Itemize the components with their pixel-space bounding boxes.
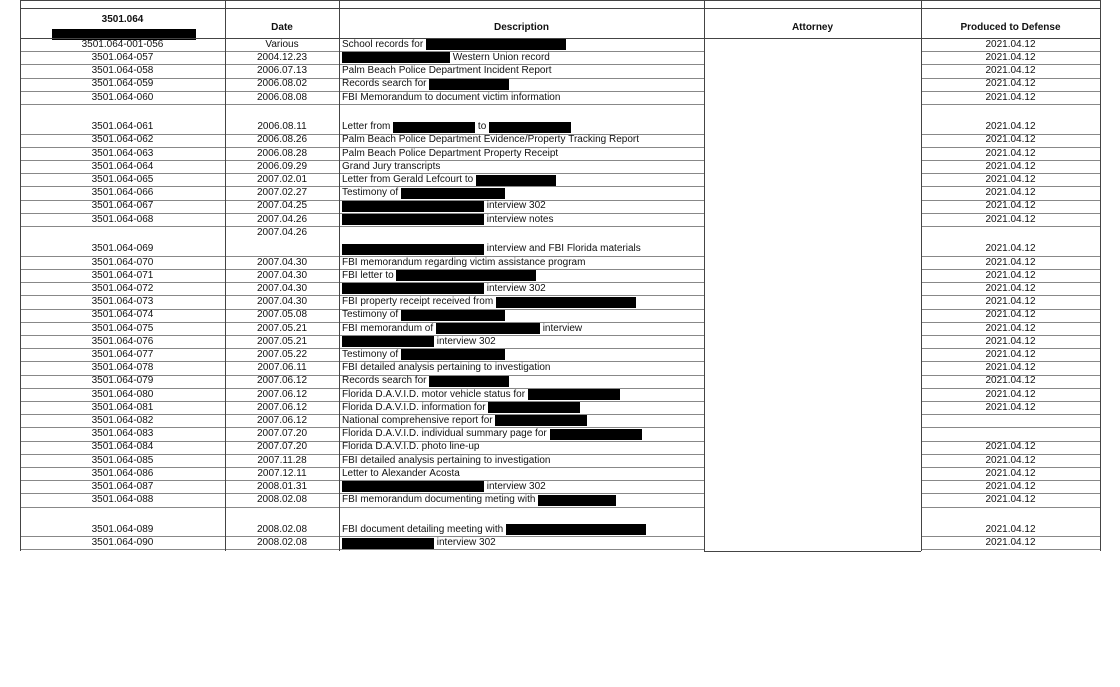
row-border [20,104,704,105]
description-text: interview 302 [484,200,546,212]
redaction-block [401,349,505,360]
row-produced: 2021.04.12 [985,269,1036,281]
row-date: 2007.04.30 [256,269,308,281]
redaction-block [342,244,484,255]
row-border [20,507,704,508]
redaction-block [550,429,642,440]
redaction-block [342,481,484,492]
row-produced: 2021.04.12 [985,282,1036,294]
description-text: FBI document detailing meeting with [342,523,506,535]
description-text: interview and FBI Florida materials [484,243,641,255]
description-text: FBI memorandum documenting meting with [342,494,539,506]
column-border [921,0,922,551]
row-date: 2006.08.26 [256,134,308,146]
row-id: 3501.064-062 [91,134,154,146]
description-text: Florida D.A.V.I.D. information for [342,401,489,413]
row-produced: 2021.04.12 [985,187,1036,199]
row-border [921,414,1100,415]
row-produced: 2021.04.12 [985,51,1036,63]
row-produced: 2021.04.12 [985,348,1036,360]
description-text: to [475,121,490,133]
row-produced: 2021.04.12 [985,65,1036,77]
column-border [225,0,226,551]
redaction-block [342,201,484,212]
row-produced: 2021.04.12 [985,441,1036,453]
description-text: Testimony of [342,348,401,360]
redaction-block [342,538,434,549]
description-text: Florida D.A.V.I.D. individual summary page for [342,428,550,440]
row-border [921,104,1100,105]
row-description [342,296,703,308]
row-produced: 2021.04.12 [985,454,1036,466]
row-description [342,537,703,549]
row-border [921,549,1100,550]
row-date: 2007.04.26 [256,213,308,225]
header-inner-border [20,8,1100,9]
description-text: interview 302 [434,537,496,548]
description-text: Florida D.A.V.I.D. motor vehicle status for [342,388,528,400]
row-id: 3501.064-071 [91,269,154,281]
description-text: FBI letter to [342,269,397,281]
header-date: Date [271,22,293,33]
row-date: 2004.12.23 [256,51,308,63]
row-description [342,524,703,536]
redaction-block [495,415,587,426]
row-description [342,200,703,212]
row-date: 2007.04.30 [256,282,308,294]
description-text: FBI memorandum of [342,322,436,334]
description-text: Western Union record [450,51,550,63]
column-border [339,0,340,551]
row-description [342,468,703,480]
redaction-block [393,122,475,133]
row-id: 3501.064-086 [91,467,154,479]
row-produced: 2021.04.12 [985,494,1036,506]
row-description [342,134,703,146]
header-id: 3501.064 [101,14,144,25]
description-text: interview 302 [434,335,496,347]
row-date: 2007.06.12 [256,375,308,387]
row-id: 3501.064-083 [91,428,154,440]
row-description [342,161,703,173]
row-id: 3501.064-001-056 [81,38,164,50]
row-id: 3501.064-085 [91,454,154,466]
row-date: 2007.02.01 [256,174,308,185]
row-date: 2008.02.08 [256,537,308,548]
redaction-block [342,52,450,63]
redaction-block [396,270,536,281]
row-border [20,549,704,550]
description-text: Testimony of [342,309,401,321]
row-description [342,309,703,321]
redaction-block [429,79,509,90]
redaction-block [538,495,616,506]
row-border [921,427,1100,428]
row-description [342,375,703,387]
row-border [921,226,1100,227]
row-id: 3501.064-082 [91,414,154,426]
row-description [342,455,703,467]
row-produced: 2021.04.12 [985,243,1036,255]
row-date: 2007.07.20 [256,428,308,440]
description-text: Letter to Alexander Acosta [342,467,460,479]
column-border [704,0,705,551]
row-description [342,402,703,414]
row-produced: 2021.04.12 [985,335,1036,347]
row-id: 3501.064-061 [91,121,154,133]
row-description [342,494,703,506]
row-produced: 2021.04.12 [985,537,1036,548]
row-description [342,214,703,226]
row-date: 2007.04.30 [256,296,308,308]
row-produced: 2021.04.12 [985,174,1036,185]
row-date: 2007.05.08 [256,309,308,321]
redaction-block [489,122,571,133]
row-id: 3501.064-058 [91,65,154,77]
row-description [342,39,703,51]
row-description [342,121,703,133]
row-date: 2007.02.27 [256,187,308,199]
row-description [342,349,703,361]
description-text: FBI memorandum regarding victim assistance program [342,256,586,268]
header-description: Description [493,22,549,33]
row-description [342,362,703,374]
row-produced: 2021.04.12 [985,121,1036,133]
description-text: Testimony of [342,187,401,199]
header-top-border [20,0,1100,1]
row-date: Various [265,38,299,50]
row-id: 3501.064-089 [91,523,154,535]
row-date: 2007.06.12 [256,388,308,400]
row-date: 2007.12.11 [257,467,307,479]
row-id: 3501.064-088 [91,494,154,506]
row-date: 2007.05.22 [256,348,308,360]
row-id: 3501.064-081 [91,401,154,413]
row-id: 3501.064-084 [91,441,154,453]
row-id: 3501.064-066 [91,187,154,199]
redaction-block [342,214,484,225]
row-date: 2008.02.08 [256,494,308,506]
row-description [342,389,703,401]
row-id: 3501.064-072 [91,282,154,294]
row-produced: 2021.04.12 [985,38,1036,50]
row-description [342,174,703,186]
description-text: interview [539,322,583,334]
row-id: 3501.064-064 [91,160,154,172]
header-produced: Produced to Defense [960,22,1061,33]
row-id: 3501.064-060 [91,91,154,103]
row-date: 2006.08.08 [256,91,308,103]
redaction-block [488,402,580,413]
row-date: 2007.04.25 [256,200,308,212]
row-id: 3501.064-069 [91,243,154,255]
description-text: Grand Jury transcripts [342,160,441,172]
row-date: 2007.07.20 [256,441,308,453]
row-produced: 2021.04.12 [985,388,1036,400]
column-border [20,0,21,551]
description-text: interview notes [484,213,554,225]
row-date: 2006.07.13 [256,65,308,77]
row-date: 2007.04.26 [256,227,308,239]
description-text: School records for [342,38,426,50]
row-id: 3501.064-079 [91,375,154,387]
row-description [342,92,703,104]
description-text: FBI detailed analysis pertaining to investigation [342,454,551,466]
description-text: Letter from Gerald Lefcourt to [342,174,476,185]
attorney-bottom-border [704,551,921,552]
description-text: FBI property receipt received from [342,296,496,308]
row-id: 3501.064-074 [91,309,154,321]
row-date: 2008.01.31 [256,480,308,492]
description-text: Palm Beach Police Department Property Receipt [342,147,559,159]
row-id: 3501.064-059 [91,78,154,90]
row-produced: 2021.04.12 [985,134,1036,146]
description-text: Palm Beach Police Department Evidence/Property Tracking Report [342,134,639,146]
row-description [342,187,703,199]
row-date: 2007.06.11 [257,362,307,374]
row-produced: 2021.04.12 [985,147,1036,159]
redaction-block [342,336,434,347]
row-description [342,257,703,269]
description-text: Letter from [342,121,394,133]
row-id: 3501.064-057 [91,51,154,63]
row-description [342,65,703,77]
row-description [342,336,703,348]
row-date: 2007.05.21 [256,322,308,334]
row-produced: 2021.04.12 [985,523,1036,535]
row-date: 2007.06.12 [256,414,308,426]
row-produced: 2021.04.12 [985,78,1036,90]
row-date: 2008.02.08 [256,523,308,535]
header-bottom-border [20,38,1100,39]
row-date: 2006.08.11 [257,121,307,133]
row-id: 3501.064-065 [91,174,154,185]
row-produced: 2021.04.12 [985,401,1036,413]
row-id: 3501.064-068 [91,213,154,225]
row-produced: 2021.04.12 [985,467,1036,479]
row-id: 3501.064-087 [91,480,154,492]
row-id: 3501.064-070 [91,256,154,268]
description-text: interview 302 [484,480,546,492]
redaction-block [342,283,484,294]
row-date: 2006.08.28 [256,147,308,159]
redaction-block [429,376,509,387]
row-description [342,78,703,90]
row-date: 2006.08.02 [256,78,308,90]
redaction-block [401,310,505,321]
redaction-block [496,297,636,308]
row-description [342,270,703,282]
row-border [921,507,1100,508]
row-id: 3501.064-063 [91,147,154,159]
row-produced: 2021.04.12 [985,213,1036,225]
row-description [342,283,703,295]
description-text: Records search for [342,375,430,387]
row-description [342,441,703,453]
column-border [1100,0,1101,551]
row-description [342,52,703,64]
description-text: Florida D.A.V.I.D. photo line-up [342,441,480,453]
row-date: 2007.04.30 [256,256,308,268]
row-description [342,323,703,335]
redaction-block [528,389,620,400]
row-produced: 2021.04.12 [985,480,1036,492]
header-attorney: Attorney [791,22,834,33]
row-produced: 2021.04.12 [985,160,1036,172]
row-produced: 2021.04.12 [985,362,1036,374]
row-description [342,148,703,160]
redaction-block [476,175,556,186]
description-text: National comprehensive report for [342,414,496,426]
redaction-block [506,524,646,535]
row-border [20,226,704,227]
row-date: 2007.06.12 [256,401,308,413]
row-description [342,481,703,493]
row-description [342,415,703,427]
row-id: 3501.064-080 [91,388,154,400]
row-produced: 2021.04.12 [985,91,1036,103]
row-produced: 2021.04.12 [985,256,1036,268]
row-produced: 2021.04.12 [985,375,1036,387]
row-description [342,428,703,440]
row-produced: 2021.04.12 [985,296,1036,308]
row-id: 3501.064-073 [91,296,154,308]
description-text: Records search for [342,78,430,90]
row-id: 3501.064-078 [91,362,154,374]
row-date: 2007.11.28 [257,454,307,466]
row-description [342,243,703,255]
description-text: Palm Beach Police Department Incident Report [342,65,552,77]
row-produced: 2021.04.12 [985,309,1036,321]
redaction-block [401,188,505,199]
row-id: 3501.064-067 [91,200,154,212]
description-text: FBI Memorandum to document victim information [342,91,561,103]
description-text: FBI detailed analysis pertaining to investigation [342,362,551,374]
row-id: 3501.064-075 [91,322,154,334]
redaction-block [426,39,566,50]
description-text: interview 302 [484,282,546,294]
row-id: 3501.064-076 [91,335,154,347]
row-id: 3501.064-090 [91,537,154,548]
row-date: 2007.05.21 [256,335,308,347]
redaction-block [436,323,540,334]
row-produced: 2021.04.12 [985,322,1036,334]
row-id: 3501.064-077 [91,348,154,360]
row-date: 2006.09.29 [256,160,308,172]
row-produced: 2021.04.12 [985,200,1036,212]
